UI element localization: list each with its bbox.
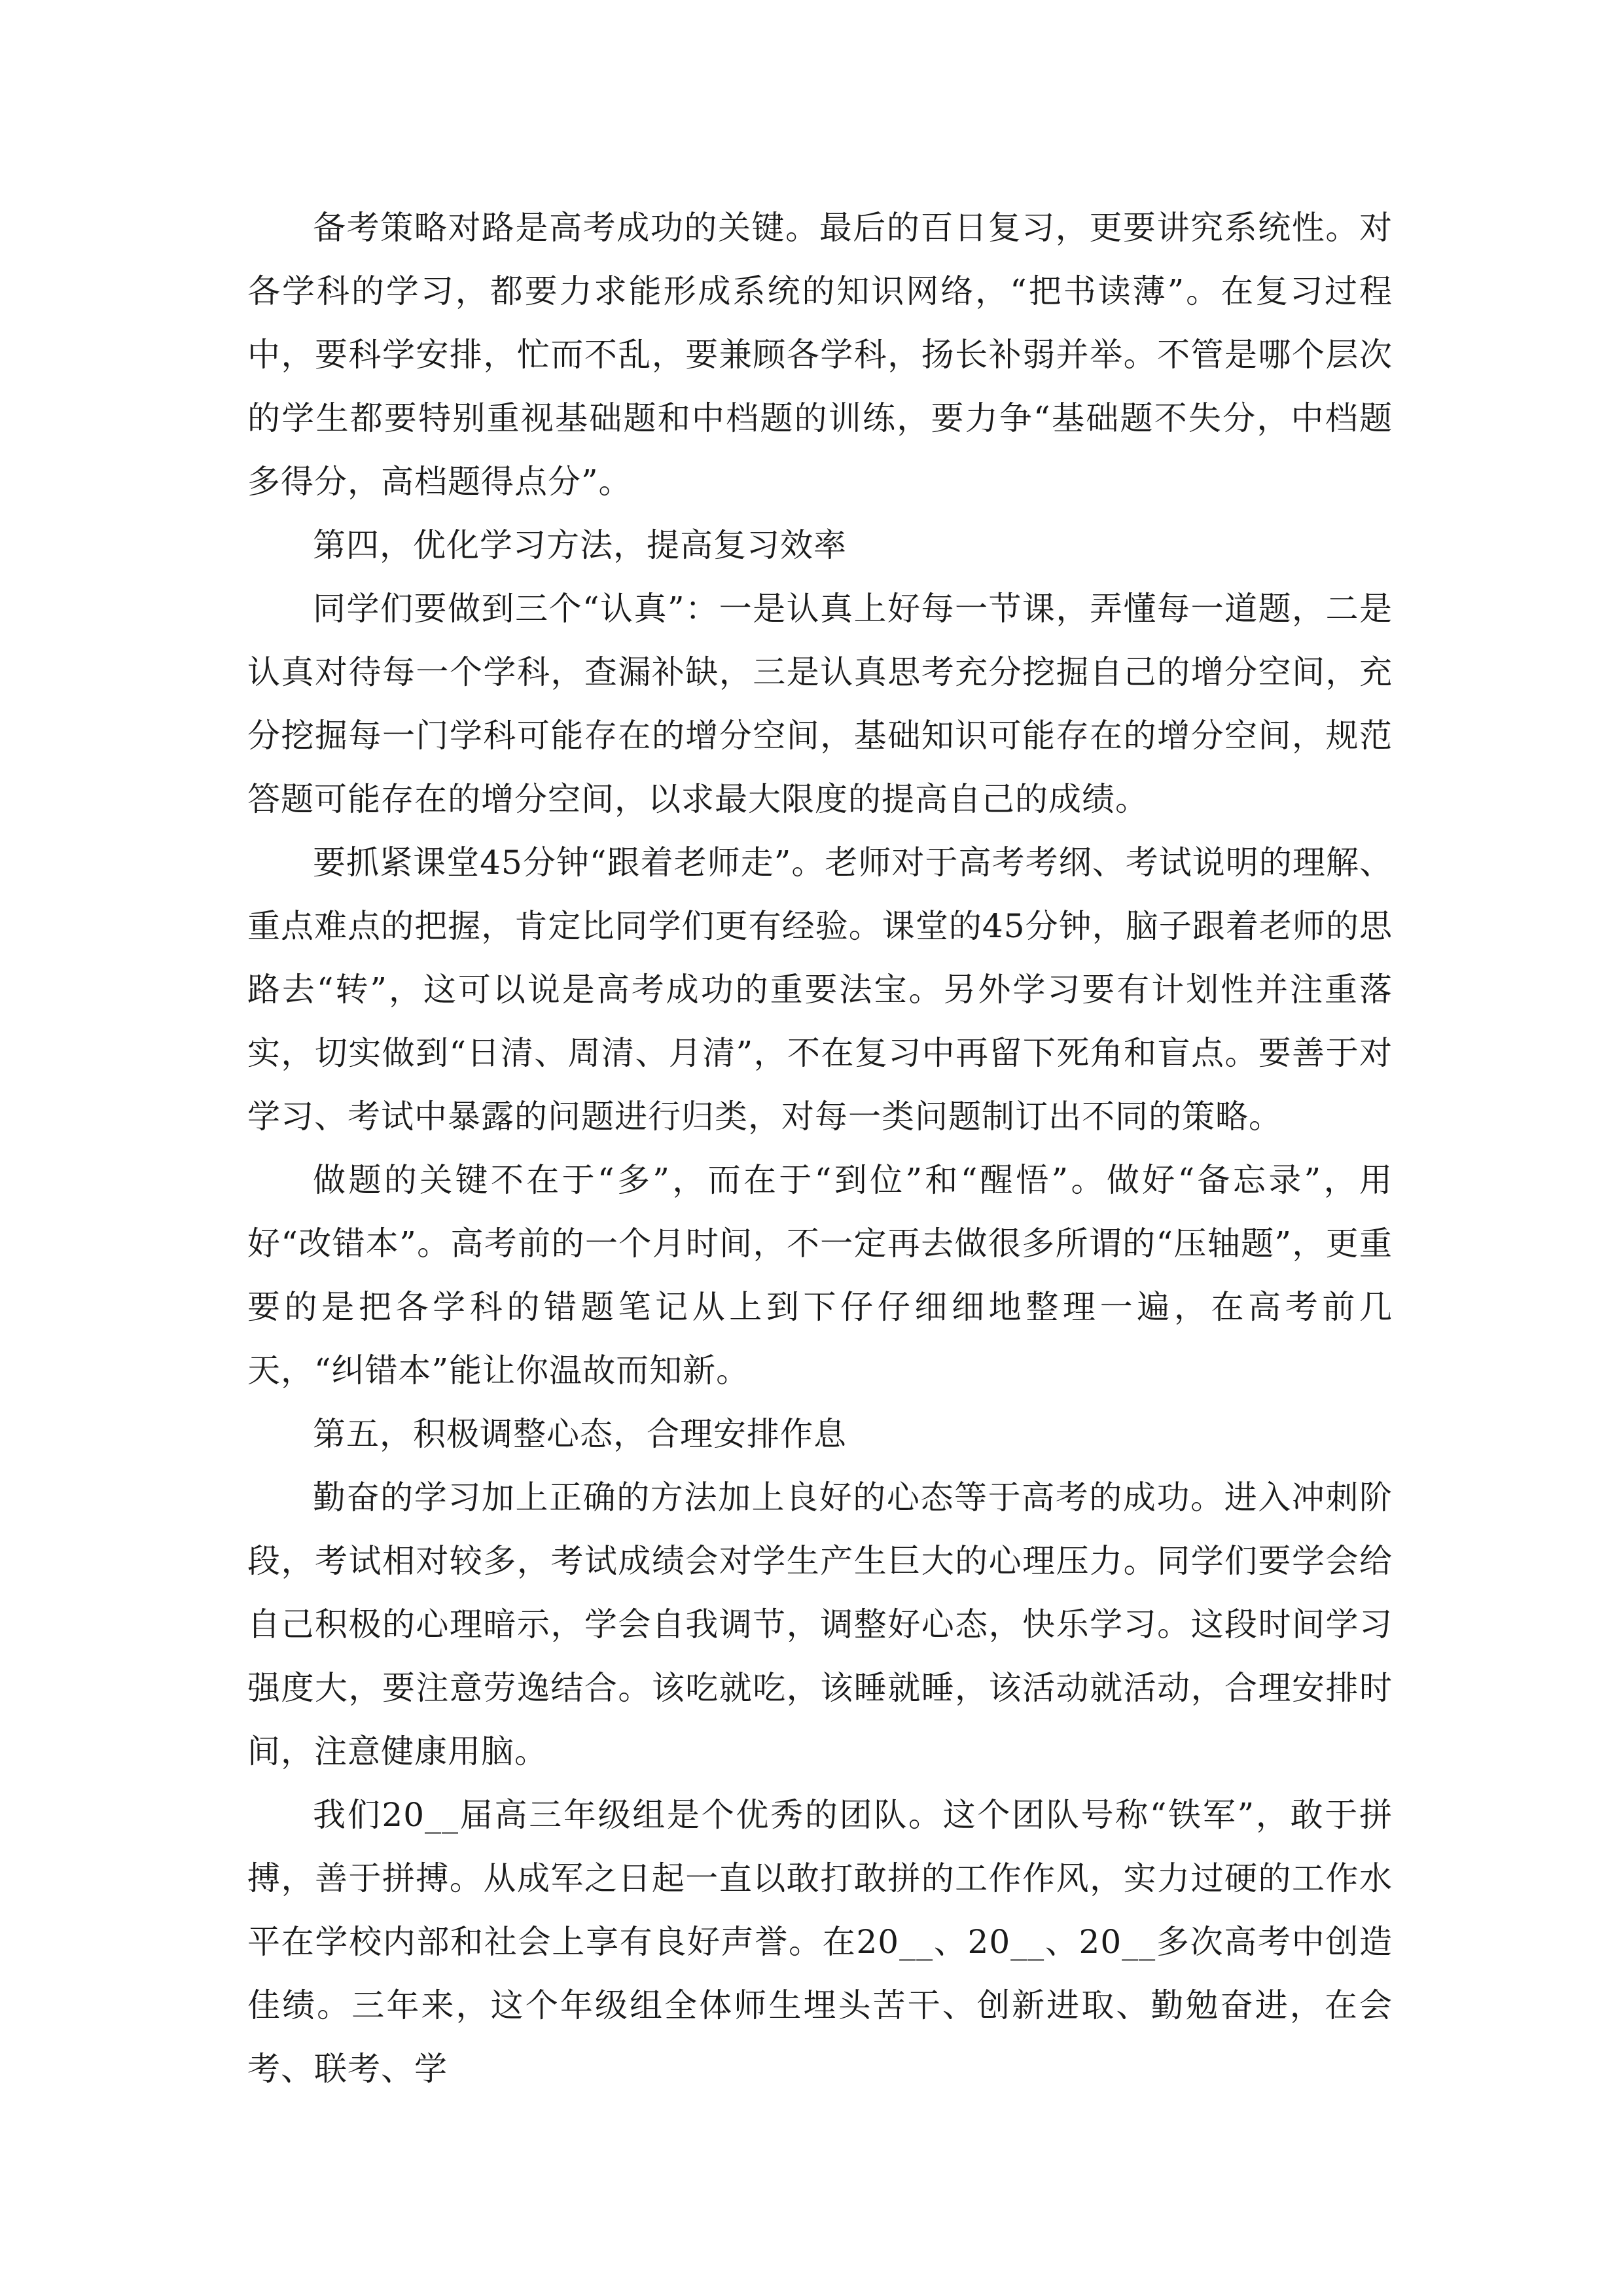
paragraph-three-earnest: 同学们要做到三个“认真”：一是认真上好每一节课，弄懂每一道题，二是认真对待每一个学科，查漏补缺，三是认真思考充分挖掘自己的增分空间，充分挖掘每一门学科可能存在的增分空间，基础知识可能存在的增分空间，规范答题可能存在的增分空间，以求最大限度的提高自己的成绩。 bbox=[247, 590, 1393, 818]
paragraph-team: 我们20__届高三年级组是个优秀的团队。这个团队号称“铁军”，敢于拼搏，善于拼搏。从成军之日起一直以敢打敢拼的工作作风，实力过硬的工作水平在学校内部和社会上享有良好声誉。在20__、20__、20__多次高考中创造佳绩。三年来，这个年级组全体师生埋头苦干、创新进取、勤勉奋进，在会考、联考、学 bbox=[247, 1796, 1393, 2088]
paragraph-problem-solving: 做题的关键不在于“多”，而在于“到位”和“醒悟”。做好“备忘录”，用好“改错本”。高考前的一个月时间，不一定再去做很多所谓的“压轴题”，更重要的是把各学科的错题笔记从上到下仔仔细细地整理一遍，在高考前几天，“纠错本”能让你温故而知新。 bbox=[247, 1161, 1393, 1390]
paragraph-classroom: 要抓紧课堂45分钟“跟着老师走”。老师对于高考考纲、考试说明的理解、重点难点的把握，肯定比同学们更有经验。课堂的45分钟，脑子跟着老师的思路去“转”，这可以说是高考成功的重要法宝。另外学习要有计划性并注重落实，切实做到“日清、周清、月清”，不在复习中再留下死角和盲点。要善于对学习、考试中暴露的问题进行归类，对每一类问题制订出不同的策略。 bbox=[247, 844, 1393, 1136]
paragraph-strategy: 备考策略对路是高考成功的关键。最后的百日复习，更要讲究系统性。对各学科的学习，都要力求能形成系统的知识网络，“把书读薄”。在复习过程中，要科学安排，忙而不乱，要兼顾各学科，扬长补弱并举。不管是哪个层次的学生都要特别重视基础题和中档题的训练，要力争“基础题不失分，中档题多得分，高档题得点分”。 bbox=[247, 209, 1393, 501]
paragraph-mindset: 勤奋的学习加上正确的方法加上良好的心态等于高考的成功。进入冲刺阶段，考试相对较多，考试成绩会对学生产生巨大的心理压力。同学们要学会给自己积极的心理暗示，学会自我调节，调整好心态，快乐学习。这段时间学习强度大，要注意劳逸结合。该吃就吃，该睡就睡，该活动就活动，合理安排时间，注意健康用脑。 bbox=[247, 1479, 1393, 1770]
section-heading-five: 第五，积极调整心态，合理安排作息 bbox=[313, 1415, 847, 1453]
document-body bbox=[247, 196, 1393, 2101]
section-heading-four: 第四，优化学习方法，提高复习效率 bbox=[313, 526, 847, 564]
